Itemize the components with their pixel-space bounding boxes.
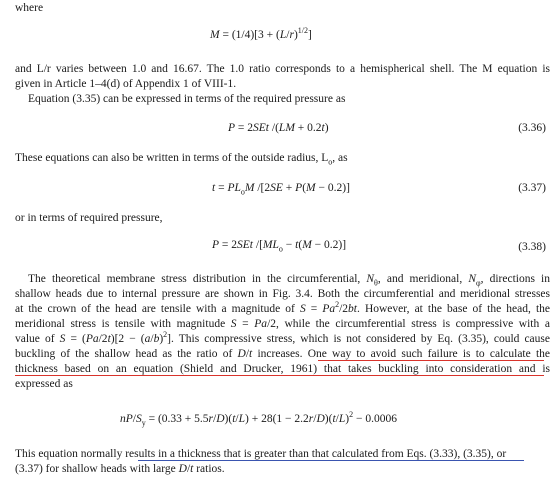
highlighted-text-1: One way to avoid such failure is to calculate the bbox=[307, 348, 550, 360]
closing-line-2: (3.37) for shallow heads with large D/t ratios. bbox=[15, 463, 225, 475]
paragraph-1-line-3: Equation (3.35) can be expressed in terms of the required pressure as bbox=[28, 93, 346, 105]
paragraph-2-line-2: shallow heads due to internal pressure are shown in Fig. 3.4. Both the circumferential and meridional stresses bbox=[15, 288, 550, 300]
equation-3-37: $t = PL_oM$ /[2SE + P(M − 0.2)] bbox=[212, 182, 350, 197]
equation-number-3-37: (3.37) bbox=[518, 182, 546, 194]
paragraph-2-line-7: thickness based on an equation (Shield and Drucker, 1961) that takes buckling into consideration and is bbox=[15, 363, 550, 375]
paragraph-2-line-4: meridional stress is tensile with magnitude S = Pa/2, while the circumferential stress is compressive with a bbox=[15, 318, 550, 330]
equation-number-3-36: (3.36) bbox=[518, 122, 546, 134]
where-label: where bbox=[15, 2, 44, 14]
paragraph-1-line-2: given in Article 1–4(d) of Appendix 1 of VIII-1. bbox=[15, 78, 237, 90]
equation-m: $M = (1/4)[3 + (L/r)^{1/2}]$ bbox=[210, 26, 312, 41]
equation-3-38: P = 2SEt $/[ML_o - t(M - 0.2)]$ bbox=[212, 239, 347, 254]
paragraph-2-line-6: buckling of the shallow head as the ratio of D/t increases. One way to avoid such failure is to calculate the bbox=[15, 348, 550, 360]
equation-3-36: P = 2SEt /(LM + 0.2t) bbox=[228, 122, 329, 134]
equation-number-3-38: (3.38) bbox=[518, 241, 546, 253]
paragraph-2-line-1: The theoretical membrane stress distribution in the circumferential, $N_\theta$, and meridional, $N_\varphi$, directions in bbox=[28, 273, 550, 288]
paragraph-1-line-1: and L/r varies between 1.0 and 16.67. The 1.0 ratio corresponds to a hemispherical shell. The M equation is bbox=[15, 63, 550, 75]
required-pressure-text: or in terms of required pressure, bbox=[15, 212, 163, 224]
equation-buckling: $nP/S_y = (0.33 + 5.5r/D)(t/L) + 28(1 - 2.2r/D)(t/L)^2 - 0.0006$ bbox=[120, 410, 397, 428]
closing-line-1: This equation normally results in a thickness that is greater than that calculated from Eqs. (3.33), (3.35), or bbox=[15, 448, 507, 460]
paragraph-2-line-3: at the crown of the head are tensile with a magnitude of $S = Pa^2/2bt$. However, at the base of the head, the bbox=[15, 300, 550, 315]
paragraph-2-line-8: expressed as bbox=[15, 378, 73, 390]
paragraph-2-line-5: value of $S = (Pa/2t)[2 - (a/b)^2]$. This compressive stress, which is not considered by Eq. (3.35), could cause bbox=[15, 330, 550, 345]
highlighted-text-2: results in a thickness that is greater than that calculated from Eqs. (3.33), (3.35), bbox=[125, 448, 494, 460]
outside-radius-text: These equations can also be written in terms of the outside radius, $L_o$, as bbox=[15, 152, 348, 167]
